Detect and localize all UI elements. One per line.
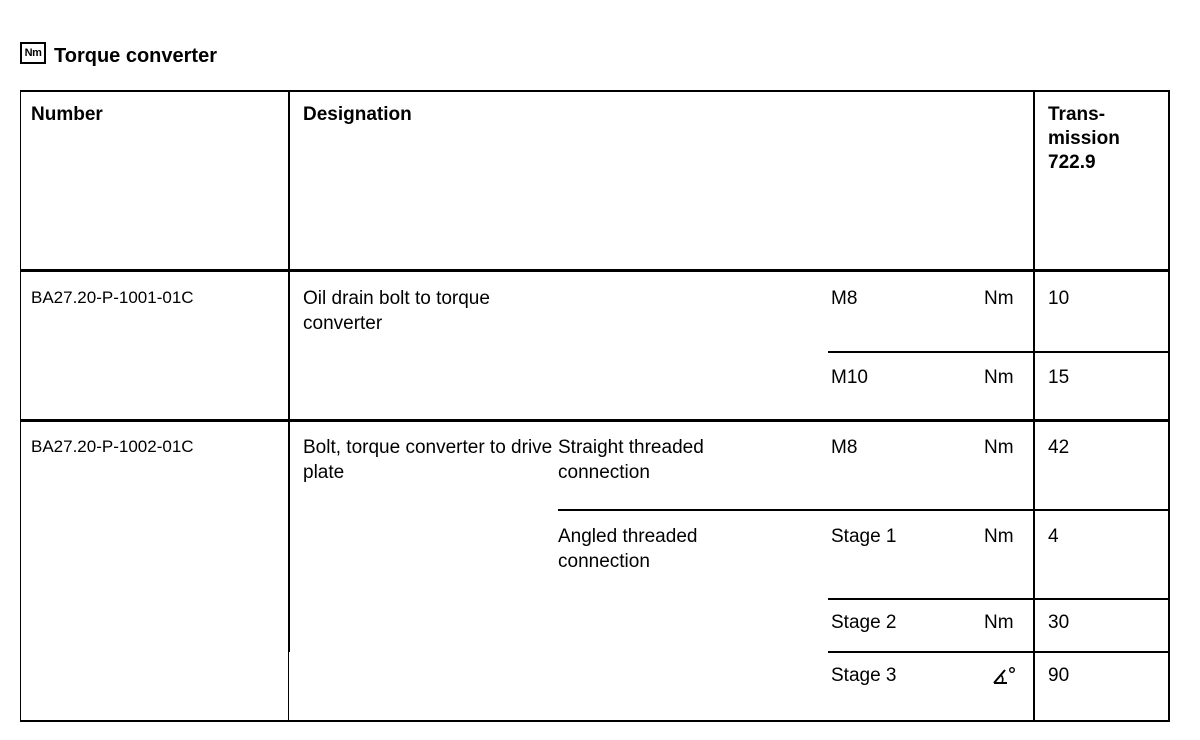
col-divider-number-lower [288,652,289,722]
row2c-spec: Stage 2 [831,612,897,633]
col-header-designation: Designation [303,104,412,125]
torque-table [20,90,1170,722]
subrow-divider-1 [828,351,1170,353]
subrow-divider-2 [558,509,1170,511]
row2a-spec: M8 [831,437,858,458]
row2b-connection: Angled threaded connection [558,526,698,572]
row2c-value: 30 [1048,612,1070,633]
row2c-unit: Nm [984,612,1014,633]
row2b-spec: Stage 1 [831,526,897,547]
subrow-divider-3 [828,598,1170,600]
row2d-spec: Stage 3 [831,665,897,686]
col-header-number: Number [31,104,103,125]
row1a-unit: Nm [984,288,1014,309]
row2b-unit: Nm [984,526,1014,547]
row1a-spec: M8 [831,288,858,309]
row1b-value: 15 [1048,367,1070,388]
col-divider-number [288,90,290,652]
row1-number: BA27.20-P-1001-01C [31,288,194,307]
table-border-bottom [20,720,1170,722]
row-divider [20,419,1170,422]
angle-degree-icon [992,666,1016,686]
row1-designation: Oil drain bolt to torque converter [303,288,490,334]
page-title: Torque converter [54,44,217,67]
row1b-spec: M10 [831,367,868,388]
row1a-value: 10 [1048,288,1070,309]
col-header-transmission: Trans- mission 722.9 [1048,104,1120,173]
row2b-value: 4 [1048,526,1059,547]
row2a-connection: Straight threaded connection [558,437,704,483]
row2d-value: 90 [1048,665,1070,686]
col-divider-transmission [1033,90,1035,722]
table-border-left [20,90,21,722]
table-border-right [1168,90,1170,722]
row2a-value: 42 [1048,437,1070,458]
row2a-unit: Nm [984,437,1014,458]
section-heading [20,42,217,70]
table-border-top [20,90,1170,92]
row1b-unit: Nm [984,367,1014,388]
header-divider [20,269,1170,272]
torque-nm-icon: Nm [20,42,46,64]
row2-designation: Bolt, torque converter to drive plate [303,437,553,483]
subrow-divider-4 [828,651,1170,653]
row2-number: BA27.20-P-1002-01C [31,437,194,456]
